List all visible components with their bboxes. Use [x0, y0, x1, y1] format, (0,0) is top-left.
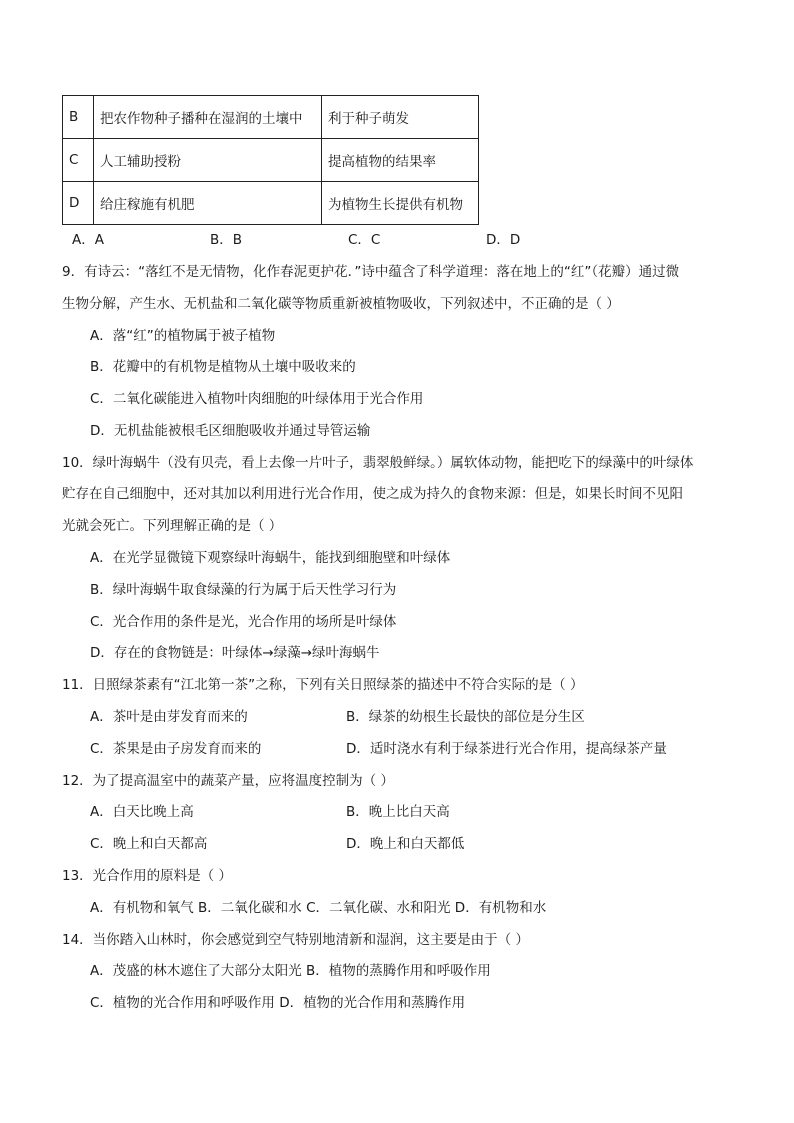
q9-option-a: A．落“红”的植物属于被子植物	[90, 328, 276, 344]
q11-option-c: C．茶果是由子房发育而来的	[90, 741, 262, 757]
q12-option-d: D．晚上和白天都低	[346, 836, 465, 852]
q10-option-b: B．绿叶海蜗牛取食绿藻的行为属于后天性学习行为	[90, 582, 397, 598]
q9-option-c: C．二氧化碳能进入植物叶肉细胞的叶绿体用于光合作用	[90, 391, 424, 407]
q10-stem-line-1: 10．绿叶海蜗牛（没有贝壳，看上去像一片叶子，翡翠般鲜绿。）属软体动物，能把吃下的绿藻中的叶绿体	[62, 455, 694, 471]
table-row	[63, 139, 479, 182]
q14-stem: 14．当你踏入山林时，你会感觉到空气特别地清新和湿润，这主要是由于（ ）	[62, 932, 529, 948]
q11-option-a: A．茶叶是由芽发育而来的	[90, 709, 248, 725]
q12-option-c: C．晚上和白天都高	[90, 836, 208, 852]
q9-option-b: B．花瓣中的有机物是植物从土壤中吸收来的	[90, 359, 356, 375]
q12-option-b: B．晚上比白天高	[346, 804, 450, 820]
row-letter: B	[63, 96, 94, 139]
row-purpose: 为植物生长提供有机物	[322, 182, 479, 225]
row-letter: C	[63, 139, 94, 182]
q13-options: A．有机物和氧气 B．二氧化碳和水 C．二氧化碳、水和阳光 D．有机物和水	[90, 900, 547, 916]
q10-option-c: C．光合作用的条件是光，光合作用的场所是叶绿体	[90, 614, 397, 630]
table-row	[63, 182, 479, 225]
q9-stem-line-1: 9．有诗云：“落红不是无情物，化作春泥更护花．”诗中蕴含了科学道理：落在地上的“红”（花瓣）通过微	[62, 264, 680, 280]
q9-stem-line-2: 生物分解，产生水、无机盐和二氧化碳等物质重新被植物吸收，下列叙述中，不正确的是（ ）	[62, 296, 620, 312]
q8-option-b: B．B	[210, 232, 243, 248]
q10-stem-line-3: 光就会死亡。下列理解正确的是（ ）	[62, 518, 283, 534]
q11-option-b: B．绿茶的幼根生长最快的部位是分生区	[346, 709, 585, 725]
q11-stem: 11．日照绿茶素有“江北第一茶”之称，下列有关日照绿茶的描述中不符合实际的是（ ）	[62, 677, 584, 693]
q13-stem: 13．光合作用的原料是（ ）	[62, 868, 232, 884]
row-action: 人工辅助授粉	[94, 139, 322, 182]
q8-option-a: A．A	[72, 232, 104, 248]
q14-options-line-2: C．植物的光合作用和呼吸作用 D．植物的光合作用和蒸腾作用	[90, 995, 466, 1011]
row-purpose: 提高植物的结果率	[322, 139, 479, 182]
q8-option-c: C．C	[348, 232, 381, 248]
q10-option-a: A．在光学显微镜下观察绿叶海蜗牛，能找到细胞壁和叶绿体	[90, 550, 451, 566]
q9-option-d: D．无机盐能被根毛区细胞吸收并通过导管运输	[90, 423, 371, 439]
q12-stem: 12．为了提高温室中的蔬菜产量，应将温度控制为（ ）	[62, 773, 394, 789]
options-table	[62, 95, 479, 225]
q8-option-d: D．D	[486, 232, 521, 248]
row-letter: D	[63, 182, 94, 225]
q10-stem-line-2: 贮存在自己细胞中，还对其加以利用进行光合作用，使之成为持久的食物来源：但是，如果长时间不见阳	[62, 486, 683, 502]
q12-option-a: A．白天比晚上高	[90, 804, 194, 820]
row-purpose: 利于种子萌发	[322, 96, 479, 139]
q14-options-line-1: A．茂盛的林木遮住了大部分太阳光 B．植物的蒸腾作用和呼吸作用	[90, 963, 491, 979]
q11-option-d: D．适时浇水有利于绿茶进行光合作用，提高绿茶产量	[346, 741, 667, 757]
q10-option-d: D．存在的食物链是：叶绿体→绿藻→绿叶海蜗牛	[90, 645, 380, 661]
row-action: 给庄稼施有机肥	[94, 182, 322, 225]
table-row	[63, 96, 479, 139]
row-action: 把农作物种子播种在湿润的土壤中	[94, 96, 322, 139]
